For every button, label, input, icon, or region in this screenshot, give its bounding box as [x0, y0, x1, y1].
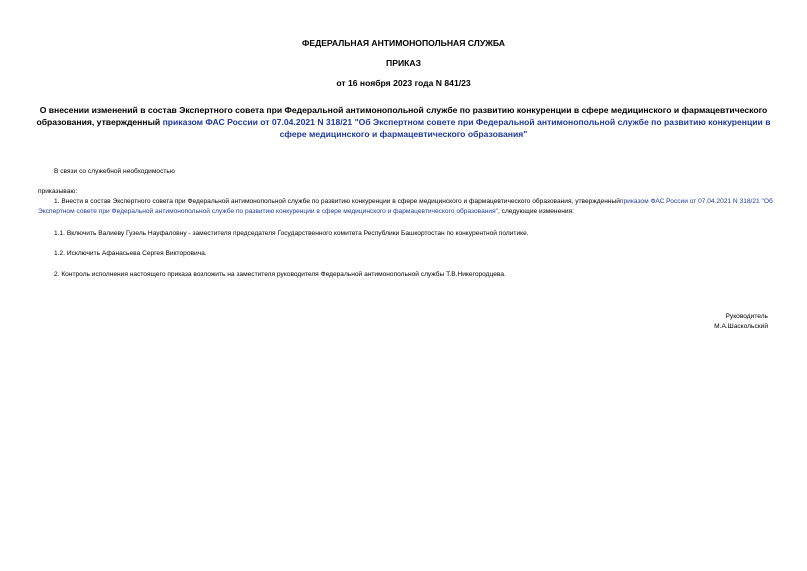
signature-name: М.А.Шаскольский — [714, 323, 768, 330]
item-1-link-order-318[interactable]: приказом ФАС России от 07.04.2021 N 318/21 "Об Экспертном совете при Федеральной антимонопольной службе по развитию конкуренции в сфере медицинского и фармацевтического образования" — [38, 198, 773, 215]
item-1-1-paragraph: 1.1. Включить Валиеву Гузель Науфаловну - заместителя председателя Государственного комитета Республики Башкортостан по конкурентной политике. — [54, 230, 529, 237]
order-word: приказываю: — [38, 188, 78, 195]
title-link-order-318[interactable]: приказом ФАС России от 07.04.2021 N 318/21 "Об Экспертном совете при Федеральной антимонопольной службе по развитию конкуренции в сфере медицинского и фармацевтического образования" — [162, 117, 771, 139]
document-type-heading: ПРИКАЗ — [386, 58, 421, 68]
item-2-paragraph: 2. Контроль исполнения настоящего приказа возложить на заместителя руководителя Федеральной антимонопольной службы Т.В.Никегородцева. — [54, 271, 506, 278]
document-date-number: от 16 ноября 2023 года N 841/23 — [336, 78, 471, 88]
title-text: О внесении изменений в состав Экспертного совета при Федеральной антимонопольной службе по развитию конкуренции в сфере медицинского и фармацевтического образования, утвержденный — [36, 105, 768, 127]
organization-heading: ФЕДЕРАЛЬНАЯ АНТИМОНОПОЛЬНАЯ СЛУЖБА — [302, 38, 505, 48]
signature-position: Руководитель — [725, 313, 768, 320]
preamble-paragraph: В связи со служебной необходимостью — [54, 168, 175, 175]
document-title — [36, 104, 771, 140]
item-1-2-paragraph: 1.2. Исключить Афанасьева Сергея Викторовича. — [54, 250, 207, 257]
item-1-text: 1. Внести в состав Экспертного совета при Федеральной антимонопольной службе по развитию конкуренции в сфере медицинского и фармацевтического образования, утвержденный — [54, 198, 620, 205]
item-1-text-end: , следующие изменения: — [498, 208, 574, 215]
item-1-paragraph — [38, 197, 774, 217]
